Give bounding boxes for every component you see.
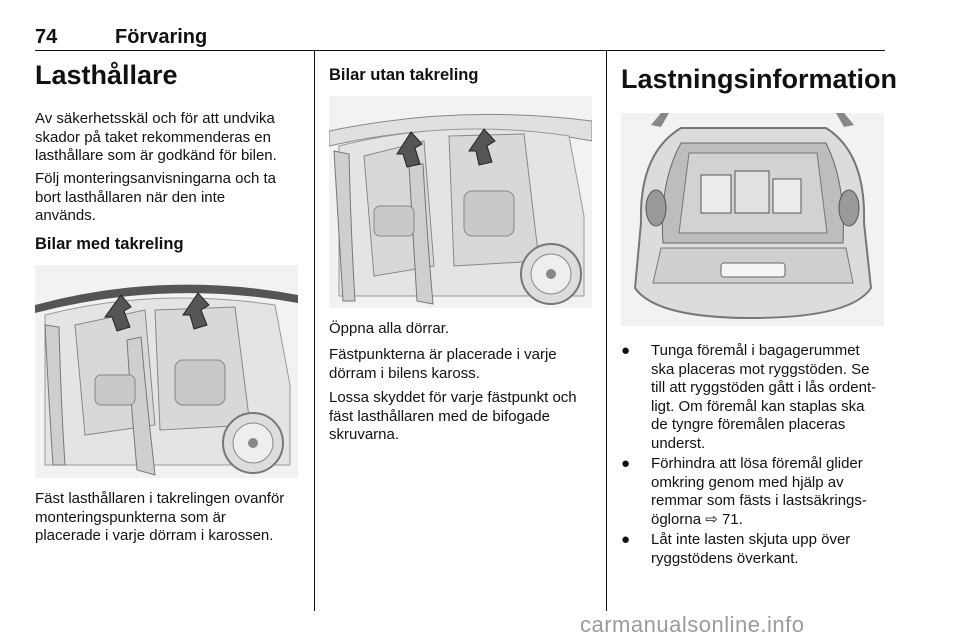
text-line: ryggstödens överkant. xyxy=(651,549,799,567)
bullet-icon: ● xyxy=(621,342,631,359)
text-line: Av säkerhetsskäl och för att undvika xyxy=(35,110,275,127)
text-line: omkring genom med hjälp av xyxy=(651,473,844,491)
bullet-icon: ● xyxy=(621,531,631,548)
text-line: till att ryggstöden gått i lås ordent- xyxy=(651,379,877,396)
text-line: de tyngre föremålen placeras xyxy=(651,416,846,433)
text-line: underst. xyxy=(651,434,706,452)
text-line: Tunga föremål i bagagerummet xyxy=(651,342,860,359)
bullet-loose-items xyxy=(621,455,891,530)
heading-lastningsinformation: Lastningsinformation xyxy=(621,64,897,94)
page-number: 74 xyxy=(35,26,58,48)
text-line: öglorna ⇨ 71. xyxy=(651,510,743,528)
text-line: Låt inte lasten skjuta upp över xyxy=(651,531,851,548)
paragraph-safety xyxy=(35,110,277,166)
text-line: Förhindra att lösa föremål glider xyxy=(651,455,863,472)
text-line: Fäst lasthållaren i takrelingen ovanför xyxy=(35,490,285,507)
text-line: bort lasthållaren när den inte xyxy=(35,188,226,206)
bullet-load-height xyxy=(621,531,891,569)
paragraph-open-doors xyxy=(329,320,449,339)
bullet-icon: ● xyxy=(621,455,631,472)
text-line: remmar som fästs i lastsäkrings- xyxy=(651,492,867,509)
column-divider-1 xyxy=(314,51,315,611)
text-line: placerade i varje dörram i karossen. xyxy=(35,527,274,544)
text-line: skador på taket rekommenderas en xyxy=(35,128,271,146)
text-line: dörram i bilens kaross. xyxy=(329,364,480,382)
subheading-with-rails: Bilar med takreling xyxy=(35,235,184,253)
text-line: Fästpunkterna är placerade i varje xyxy=(329,346,557,363)
car-without-roof-rails-illustration xyxy=(329,96,592,308)
subheading-without-rails: Bilar utan takreling xyxy=(329,66,479,84)
paragraph-mount-points xyxy=(329,346,557,383)
column-divider-2 xyxy=(606,51,607,611)
heading-lasthallare: Lasthållare xyxy=(35,60,178,90)
text-line: ska placeras mot ryggstöden. Se xyxy=(651,360,870,378)
text-line: Följ monteringsanvisningarna och ta xyxy=(35,170,276,187)
text-line: skruvarna. xyxy=(329,426,400,443)
car-with-roof-rails-illustration xyxy=(35,265,298,478)
paragraph-remove-cover xyxy=(329,389,577,445)
text-line: Lossa skyddet för varje fästpunkt och xyxy=(329,389,577,406)
watermark: carmanualsonline.info xyxy=(580,612,805,637)
text-line: Öppna alla dörrar. xyxy=(329,320,450,337)
text-line: ligt. Om föremål kan staplas ska xyxy=(651,397,865,415)
bullet-heavy-items xyxy=(621,342,891,454)
trunk-loading-illustration xyxy=(621,113,884,326)
text-line: lasthållare som är godkänd för bilen. xyxy=(35,147,277,164)
text-line: fäst lasthållaren med de bifogade xyxy=(329,407,550,425)
text-line: monteringspunkterna som är xyxy=(35,508,226,526)
caption-with-rails xyxy=(35,490,284,546)
header-rule xyxy=(35,50,885,51)
section-title: Förvaring xyxy=(115,26,208,48)
paragraph-instructions xyxy=(35,170,276,226)
text-line: används. xyxy=(35,207,96,224)
